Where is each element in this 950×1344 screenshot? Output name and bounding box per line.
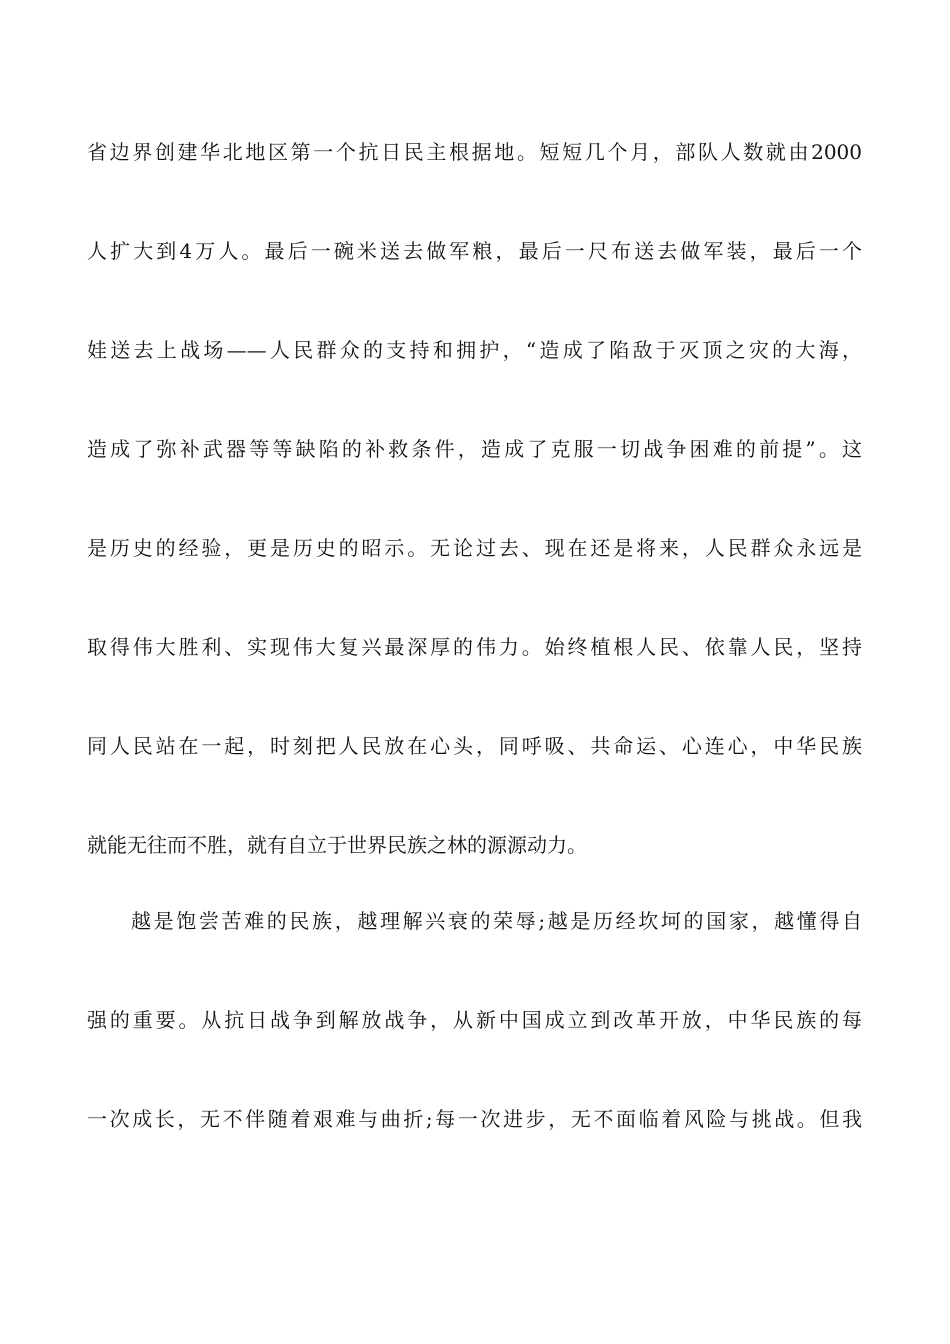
paragraph-line: 强的重要。从抗日战争到解放战争，从新中国成立到改革开放，中华民族的每 xyxy=(87,1008,862,1032)
paragraph-line: 是历史的经验，更是历史的昭示。无论过去、现在还是将来，人民群众永远是 xyxy=(87,536,862,560)
paragraph-line: 一次成长，无不伴随着艰难与曲折;每一次进步，无不面临着风险与挑战。但我 xyxy=(87,1107,862,1131)
paragraph-line: 就能无往而不胜，就有自立于世界民族之林的源源动力。 xyxy=(87,833,587,857)
paragraph-line: 取得伟大胜利、实现伟大复兴最深厚的伟力。始终植根人民、依靠人民，坚持 xyxy=(87,635,862,659)
paragraph-line: 越是饱尝苦难的民族，越理解兴衰的荣辱;越是历经坎坷的国家，越懂得自 xyxy=(131,909,862,933)
paragraph-line: 造成了弥补武器等等缺陷的补救条件，造成了克服一切战争困难的前提”。这 xyxy=(87,437,862,461)
paragraph-line: 人扩大到4万人。最后一碗米送去做军粮，最后一尺布送去做军装，最后一个 xyxy=(87,239,862,263)
paragraph-line: 同人民站在一起，时刻把人民放在心头，同呼吸、共命运、心连心，中华民族 xyxy=(87,734,862,758)
paragraph-line: 省边界创建华北地区第一个抗日民主根据地。短短几个月，部队人数就由2000 xyxy=(87,140,862,164)
paragraph-line: 娃送去上战场——人民群众的支持和拥护，“造成了陷敌于灭顶之灾的大海， xyxy=(87,338,862,362)
